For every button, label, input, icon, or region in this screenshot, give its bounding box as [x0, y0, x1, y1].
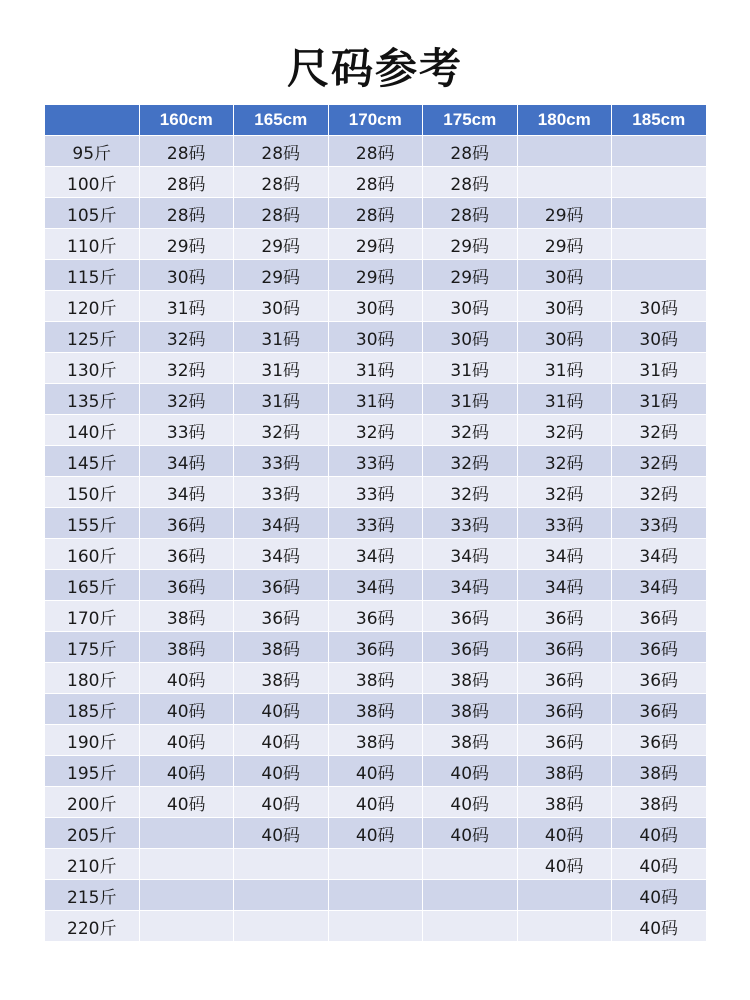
size-cell: 32码	[328, 415, 423, 446]
size-cell: 40码	[612, 880, 707, 911]
table-row	[45, 818, 706, 849]
size-cell: 38码	[328, 663, 423, 694]
size-cell: 29码	[234, 260, 329, 291]
table-row	[45, 570, 706, 601]
weight-label-cell: 180斤	[45, 663, 139, 694]
size-cell: 36码	[612, 601, 707, 632]
size-cell: 34码	[612, 570, 707, 601]
size-cell: 32码	[423, 446, 518, 477]
table-row	[45, 787, 706, 818]
table-row	[45, 260, 706, 291]
weight-label-cell: 95斤	[45, 136, 139, 167]
weight-label-cell: 110斤	[45, 229, 139, 260]
size-cell: 32码	[612, 446, 707, 477]
size-cell: 28码	[328, 136, 423, 167]
size-cell: 30码	[234, 291, 329, 322]
size-cell: 34码	[612, 539, 707, 570]
size-cell: 28码	[139, 167, 234, 198]
size-cell: 36码	[139, 539, 234, 570]
weight-label-cell: 210斤	[45, 849, 139, 880]
size-cell: 40码	[612, 911, 707, 942]
weight-label-cell: 175斤	[45, 632, 139, 663]
size-cell: 30码	[423, 322, 518, 353]
table-row	[45, 663, 706, 694]
corner-cell	[45, 105, 139, 136]
table-row	[45, 725, 706, 756]
size-cell: 40码	[328, 787, 423, 818]
weight-label-cell: 150斤	[45, 477, 139, 508]
weight-label-cell: 155斤	[45, 508, 139, 539]
size-cell: 32码	[612, 415, 707, 446]
size-cell: 32码	[139, 384, 234, 415]
weight-label-cell: 135斤	[45, 384, 139, 415]
size-cell: 32码	[517, 415, 612, 446]
size-cell: 38码	[517, 787, 612, 818]
size-cell	[612, 260, 707, 291]
size-cell: 32码	[517, 446, 612, 477]
size-cell: 40码	[234, 756, 329, 787]
size-cell: 33码	[139, 415, 234, 446]
size-cell: 40码	[139, 725, 234, 756]
size-cell	[139, 818, 234, 849]
size-cell	[234, 849, 329, 880]
table-row	[45, 508, 706, 539]
size-cell: 31码	[234, 322, 329, 353]
size-cell: 40码	[234, 694, 329, 725]
size-cell: 33码	[517, 508, 612, 539]
size-cell: 38码	[139, 632, 234, 663]
size-cell: 31码	[517, 384, 612, 415]
table-row	[45, 229, 706, 260]
size-chart-table	[45, 105, 707, 942]
size-cell	[612, 198, 707, 229]
height-header-cell: 185cm	[612, 105, 707, 136]
size-cell: 40码	[612, 818, 707, 849]
size-cell: 36码	[139, 508, 234, 539]
size-cell: 36码	[517, 694, 612, 725]
size-cell	[517, 167, 612, 198]
size-cell: 29码	[328, 260, 423, 291]
weight-label-cell: 160斤	[45, 539, 139, 570]
size-cell: 40码	[517, 849, 612, 880]
size-cell	[328, 911, 423, 942]
size-cell: 31码	[612, 353, 707, 384]
size-cell: 34码	[423, 570, 518, 601]
size-cell: 36码	[423, 632, 518, 663]
size-cell: 36码	[234, 601, 329, 632]
size-cell: 38码	[234, 663, 329, 694]
table-row	[45, 911, 706, 942]
size-cell: 34码	[517, 570, 612, 601]
weight-label-cell: 185斤	[45, 694, 139, 725]
size-cell: 28码	[328, 198, 423, 229]
size-cell: 33码	[612, 508, 707, 539]
size-cell: 33码	[328, 446, 423, 477]
size-cell	[517, 136, 612, 167]
size-cell: 30码	[517, 291, 612, 322]
size-cell: 40码	[234, 787, 329, 818]
size-cell: 28码	[423, 198, 518, 229]
weight-label-cell: 140斤	[45, 415, 139, 446]
size-cell: 29码	[423, 229, 518, 260]
size-cell: 31码	[328, 353, 423, 384]
size-cell: 33码	[328, 477, 423, 508]
size-cell: 36码	[328, 601, 423, 632]
size-cell: 38码	[328, 694, 423, 725]
size-cell: 32码	[234, 415, 329, 446]
weight-label-cell: 120斤	[45, 291, 139, 322]
size-cell: 31码	[423, 353, 518, 384]
table-row	[45, 198, 706, 229]
size-cell: 31码	[234, 384, 329, 415]
size-cell: 33码	[234, 446, 329, 477]
size-cell: 32码	[139, 322, 234, 353]
table-row	[45, 384, 706, 415]
table-row	[45, 291, 706, 322]
weight-label-cell: 220斤	[45, 911, 139, 942]
weight-label-cell: 200斤	[45, 787, 139, 818]
size-cell: 32码	[423, 477, 518, 508]
table-row	[45, 880, 706, 911]
size-cell	[234, 880, 329, 911]
size-cell: 34码	[423, 539, 518, 570]
size-cell: 40码	[612, 849, 707, 880]
weight-label-cell: 190斤	[45, 725, 139, 756]
size-cell	[612, 167, 707, 198]
size-cell: 34码	[234, 508, 329, 539]
height-header-cell: 160cm	[139, 105, 234, 136]
size-cell: 28码	[139, 198, 234, 229]
size-cell: 36码	[612, 694, 707, 725]
size-cell	[423, 849, 518, 880]
size-cell: 36码	[517, 632, 612, 663]
size-cell: 31码	[139, 291, 234, 322]
weight-label-cell: 100斤	[45, 167, 139, 198]
size-cell: 36码	[234, 570, 329, 601]
size-cell: 36码	[612, 725, 707, 756]
size-cell: 40码	[517, 818, 612, 849]
size-cell: 31码	[423, 384, 518, 415]
size-cell: 38码	[517, 756, 612, 787]
size-cell: 38码	[423, 663, 518, 694]
size-cell: 32码	[139, 353, 234, 384]
size-cell	[139, 880, 234, 911]
size-cell: 28码	[234, 198, 329, 229]
weight-label-cell: 215斤	[45, 880, 139, 911]
size-cell: 28码	[423, 167, 518, 198]
size-cell: 40码	[139, 787, 234, 818]
size-cell	[612, 229, 707, 260]
table-row	[45, 167, 706, 198]
size-cell: 34码	[328, 539, 423, 570]
size-cell: 36码	[517, 601, 612, 632]
weight-label-cell: 130斤	[45, 353, 139, 384]
weight-label-cell: 125斤	[45, 322, 139, 353]
size-cell: 34码	[139, 477, 234, 508]
size-cell: 36码	[612, 663, 707, 694]
size-cell: 34码	[328, 570, 423, 601]
size-cell: 34码	[139, 446, 234, 477]
size-cell: 30码	[517, 260, 612, 291]
height-header-cell: 165cm	[234, 105, 329, 136]
size-cell	[517, 880, 612, 911]
size-cell: 40码	[139, 694, 234, 725]
size-cell: 32码	[517, 477, 612, 508]
size-cell	[139, 911, 234, 942]
size-cell: 31码	[234, 353, 329, 384]
height-header-cell: 170cm	[328, 105, 423, 136]
height-header-cell: 180cm	[517, 105, 612, 136]
size-cell: 34码	[517, 539, 612, 570]
table-row	[45, 415, 706, 446]
size-cell: 36码	[517, 725, 612, 756]
size-cell: 29码	[517, 198, 612, 229]
page-title: 尺码参考	[286, 44, 463, 93]
size-cell: 30码	[517, 322, 612, 353]
size-cell: 40码	[139, 756, 234, 787]
table-row	[45, 849, 706, 880]
size-cell: 30码	[328, 322, 423, 353]
table-row	[45, 477, 706, 508]
size-cell	[328, 880, 423, 911]
table-row	[45, 446, 706, 477]
table-body	[45, 136, 706, 942]
size-cell: 31码	[612, 384, 707, 415]
size-cell: 30码	[423, 291, 518, 322]
header-row	[45, 105, 706, 136]
size-cell: 30码	[612, 291, 707, 322]
size-cell: 38码	[328, 725, 423, 756]
size-cell: 29码	[423, 260, 518, 291]
size-cell: 40码	[328, 818, 423, 849]
size-cell: 40码	[423, 818, 518, 849]
height-header-cell: 175cm	[423, 105, 518, 136]
size-cell	[612, 136, 707, 167]
table-row	[45, 601, 706, 632]
size-cell: 33码	[423, 508, 518, 539]
size-cell: 31码	[517, 353, 612, 384]
weight-label-cell: 115斤	[45, 260, 139, 291]
size-cell: 38码	[423, 694, 518, 725]
size-cell: 33码	[328, 508, 423, 539]
size-cell: 38码	[612, 787, 707, 818]
size-cell: 30码	[328, 291, 423, 322]
size-cell: 29码	[234, 229, 329, 260]
size-cell: 40码	[423, 787, 518, 818]
table-row	[45, 694, 706, 725]
size-cell: 31码	[328, 384, 423, 415]
table-row	[45, 539, 706, 570]
size-cell: 30码	[612, 322, 707, 353]
size-cell: 30码	[139, 260, 234, 291]
size-cell	[517, 911, 612, 942]
size-cell: 40码	[234, 725, 329, 756]
size-cell: 38码	[423, 725, 518, 756]
weight-label-cell: 170斤	[45, 601, 139, 632]
weight-label-cell: 165斤	[45, 570, 139, 601]
size-cell: 28码	[234, 167, 329, 198]
size-cell: 28码	[234, 136, 329, 167]
size-cell: 36码	[423, 601, 518, 632]
size-cell: 40码	[234, 818, 329, 849]
size-cell: 28码	[139, 136, 234, 167]
size-cell: 28码	[423, 136, 518, 167]
size-cell: 40码	[139, 663, 234, 694]
table-row	[45, 632, 706, 663]
size-cell: 36码	[139, 570, 234, 601]
size-cell: 29码	[517, 229, 612, 260]
table-row	[45, 353, 706, 384]
size-cell	[328, 849, 423, 880]
size-cell: 36码	[612, 632, 707, 663]
size-cell: 28码	[328, 167, 423, 198]
size-cell: 38码	[612, 756, 707, 787]
size-cell: 40码	[423, 756, 518, 787]
table-row	[45, 322, 706, 353]
size-cell: 32码	[423, 415, 518, 446]
table-row	[45, 756, 706, 787]
size-cell	[423, 911, 518, 942]
table-row	[45, 136, 706, 167]
size-cell	[423, 880, 518, 911]
size-cell: 38码	[139, 601, 234, 632]
weight-label-cell: 145斤	[45, 446, 139, 477]
weight-label-cell: 195斤	[45, 756, 139, 787]
size-cell: 36码	[328, 632, 423, 663]
size-cell: 34码	[234, 539, 329, 570]
size-cell	[139, 849, 234, 880]
weight-label-cell: 105斤	[45, 198, 139, 229]
weight-label-cell: 205斤	[45, 818, 139, 849]
size-cell: 29码	[328, 229, 423, 260]
size-cell: 38码	[234, 632, 329, 663]
size-cell: 40码	[328, 756, 423, 787]
size-cell: 32码	[612, 477, 707, 508]
size-cell: 29码	[139, 229, 234, 260]
size-cell: 36码	[517, 663, 612, 694]
size-cell: 33码	[234, 477, 329, 508]
size-cell	[234, 911, 329, 942]
